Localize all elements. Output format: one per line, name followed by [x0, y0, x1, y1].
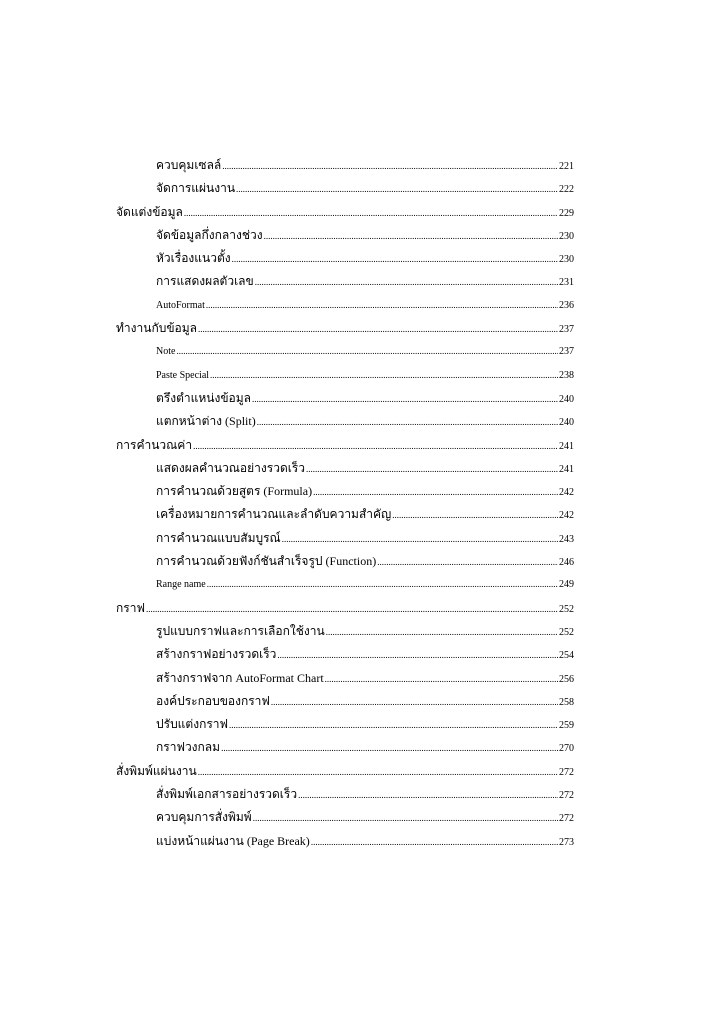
- toc-entry-page: 230: [559, 230, 574, 242]
- toc-entry[interactable]: [116, 270, 574, 293]
- toc-entry-page: 237: [559, 346, 574, 358]
- toc-entry-page: 252: [559, 626, 574, 638]
- toc-entry[interactable]: [116, 480, 574, 503]
- toc-entry[interactable]: [116, 364, 574, 387]
- toc-entry-page: 242: [559, 510, 574, 522]
- toc-entry[interactable]: [116, 410, 574, 433]
- toc-entry-page: 242: [559, 487, 574, 499]
- toc-entry-label: ควบคุมการสั่งพิมพ์: [156, 810, 252, 825]
- toc-section[interactable]: [116, 760, 574, 783]
- toc-entry-page: 259: [559, 720, 574, 732]
- dot-leader: [255, 271, 558, 294]
- dot-leader: [326, 621, 558, 644]
- toc-section[interactable]: [116, 317, 574, 340]
- toc-entry-page: 243: [559, 533, 574, 545]
- toc-section-label: กราฟ: [116, 600, 145, 615]
- toc-entry-page: 256: [559, 673, 574, 685]
- dot-leader: [282, 528, 558, 551]
- toc-entry-page: 238: [559, 369, 574, 381]
- dot-leader: [253, 807, 558, 830]
- toc-section-page: 229: [559, 207, 574, 219]
- toc-entry-label: จัดการแผ่นงาน: [156, 181, 236, 196]
- dot-leader: [221, 737, 558, 760]
- dot-leader: [252, 388, 558, 411]
- toc-entry-page: 231: [559, 277, 574, 289]
- toc-section-label: ทำงานกับข้อมูล: [116, 321, 198, 336]
- toc-entry-label: ตรึงตำแหน่งข้อมูล: [156, 390, 252, 405]
- toc-entry[interactable]: [116, 550, 574, 573]
- toc-entry[interactable]: [116, 690, 574, 713]
- toc-entry-page: 270: [559, 743, 574, 755]
- toc-entry[interactable]: [116, 457, 574, 480]
- toc-entry-page: 246: [559, 557, 574, 569]
- toc-entry-label: แบ่งหน้าแผ่นงาน (Page Break): [156, 833, 310, 848]
- dot-leader: [206, 294, 558, 317]
- toc-entry-label: หัวเรื่องแนวตั้ง: [156, 251, 231, 266]
- toc-entry-label: รูปแบบกราฟและการเลือกใช้งาน: [156, 623, 325, 638]
- toc-entry-page: 254: [559, 650, 574, 662]
- dot-leader: [277, 644, 558, 667]
- toc-entry-label: การคำนวณด้วยสูตร (Formula): [156, 484, 313, 499]
- toc-entry-label: แสดงผลคำนวณอย่างรวดเร็ว: [156, 460, 306, 475]
- toc-section[interactable]: [116, 201, 574, 224]
- dot-leader: [176, 340, 558, 363]
- toc-entry[interactable]: [116, 247, 574, 270]
- toc-section-page: 272: [559, 766, 574, 778]
- dot-leader: [264, 225, 558, 248]
- toc-entry[interactable]: [116, 713, 574, 736]
- toc-entry[interactable]: [116, 806, 574, 829]
- toc-entry-label: การคำนวณด้วยฟังก์ชันสำเร็จรูป (Function): [156, 554, 377, 569]
- toc-entry[interactable]: [116, 177, 574, 200]
- dot-leader: [377, 551, 558, 574]
- toc-entry-page: 236: [559, 299, 574, 311]
- toc-entry-label: ปรับแต่งกราฟ: [156, 717, 229, 732]
- toc-entry[interactable]: [116, 573, 574, 596]
- toc-entry[interactable]: [116, 783, 574, 806]
- dot-leader: [392, 504, 558, 527]
- toc-section-page: 252: [559, 603, 574, 615]
- dot-leader: [236, 178, 558, 201]
- toc-section-label: การคำนวณค่า: [116, 437, 193, 452]
- dot-leader: [232, 248, 558, 271]
- toc-entry[interactable]: [116, 503, 574, 526]
- toc-entry-page: 249: [559, 579, 574, 591]
- dot-leader: [210, 364, 558, 387]
- dot-leader: [184, 202, 558, 225]
- toc-entry-page: 241: [559, 463, 574, 475]
- toc-entry-page: 272: [559, 790, 574, 802]
- dot-leader: [229, 714, 558, 737]
- toc-entry-label: AutoFormat: [156, 299, 205, 311]
- toc-entry-label: สร้างกราฟอย่างรวดเร็ว: [156, 647, 277, 662]
- table-of-contents: [116, 154, 574, 853]
- toc-entry[interactable]: [116, 294, 574, 317]
- dot-leader: [207, 573, 558, 596]
- toc-entry-label: จัดข้อมูลกึ่งกลางช่วง: [156, 227, 263, 242]
- toc-entry-label: ควบคุมเซลล์: [156, 158, 222, 172]
- toc-entry-label: การคำนวณแบบสัมบูรณ์: [156, 530, 281, 545]
- dot-leader: [198, 318, 558, 341]
- dot-leader: [306, 458, 558, 481]
- dot-leader: [193, 435, 558, 458]
- toc-entry[interactable]: [116, 527, 574, 550]
- toc-entry[interactable]: [116, 643, 574, 666]
- dot-leader: [313, 481, 558, 504]
- dot-leader: [222, 155, 558, 178]
- toc-entry[interactable]: [116, 667, 574, 690]
- toc-entry[interactable]: [116, 154, 574, 177]
- dot-leader: [257, 411, 558, 434]
- toc-entry-page: 240: [559, 417, 574, 429]
- toc-section-label: จัดแต่งข้อมูล: [116, 204, 183, 219]
- toc-entry-label: แตกหน้าต่าง (Split): [156, 414, 256, 429]
- toc-entry-page: 240: [559, 393, 574, 405]
- toc-entry[interactable]: [116, 224, 574, 247]
- toc-entry-page: 230: [559, 254, 574, 266]
- toc-section[interactable]: [116, 597, 574, 620]
- toc-entry[interactable]: [116, 340, 574, 363]
- toc-entry[interactable]: [116, 620, 574, 643]
- toc-entry[interactable]: [116, 387, 574, 410]
- toc-entry-label: การแสดงผลตัวเลข: [156, 274, 254, 289]
- toc-entry-label: Note: [156, 346, 176, 358]
- toc-section[interactable]: [116, 434, 574, 457]
- toc-entry-page: 272: [559, 813, 574, 825]
- dot-leader: [311, 831, 558, 854]
- toc-section-label: สั่งพิมพ์แผ่นงาน: [116, 763, 197, 778]
- toc-entry-label: เครื่องหมายการคำนวณและลำดับความสำคัญ: [156, 507, 392, 522]
- toc-entry[interactable]: [116, 736, 574, 759]
- toc-entry[interactable]: [116, 830, 574, 853]
- dot-leader: [325, 668, 558, 691]
- toc-entry-page: 273: [559, 836, 574, 848]
- dot-leader: [198, 761, 558, 784]
- toc-section-page: 237: [559, 324, 574, 336]
- toc-entry-page: 221: [559, 161, 574, 172]
- toc-entry-label: สั่งพิมพ์เอกสารอย่างรวดเร็ว: [156, 787, 298, 802]
- toc-section-page: 241: [559, 440, 574, 452]
- dot-leader: [298, 784, 558, 807]
- toc-entry-page: 222: [559, 184, 574, 196]
- toc-entry-label: องค์ประกอบของกราฟ: [156, 693, 270, 708]
- dot-leader: [146, 598, 558, 621]
- dot-leader: [271, 691, 558, 714]
- toc-entry-label: Range name: [156, 579, 206, 591]
- toc-entry-label: กราฟวงกลม: [156, 740, 221, 755]
- toc-entry-label: Paste Special: [156, 369, 210, 381]
- toc-entry-page: 258: [559, 696, 574, 708]
- toc-entry-label: สร้างกราฟจาก AutoFormat Chart: [156, 670, 324, 685]
